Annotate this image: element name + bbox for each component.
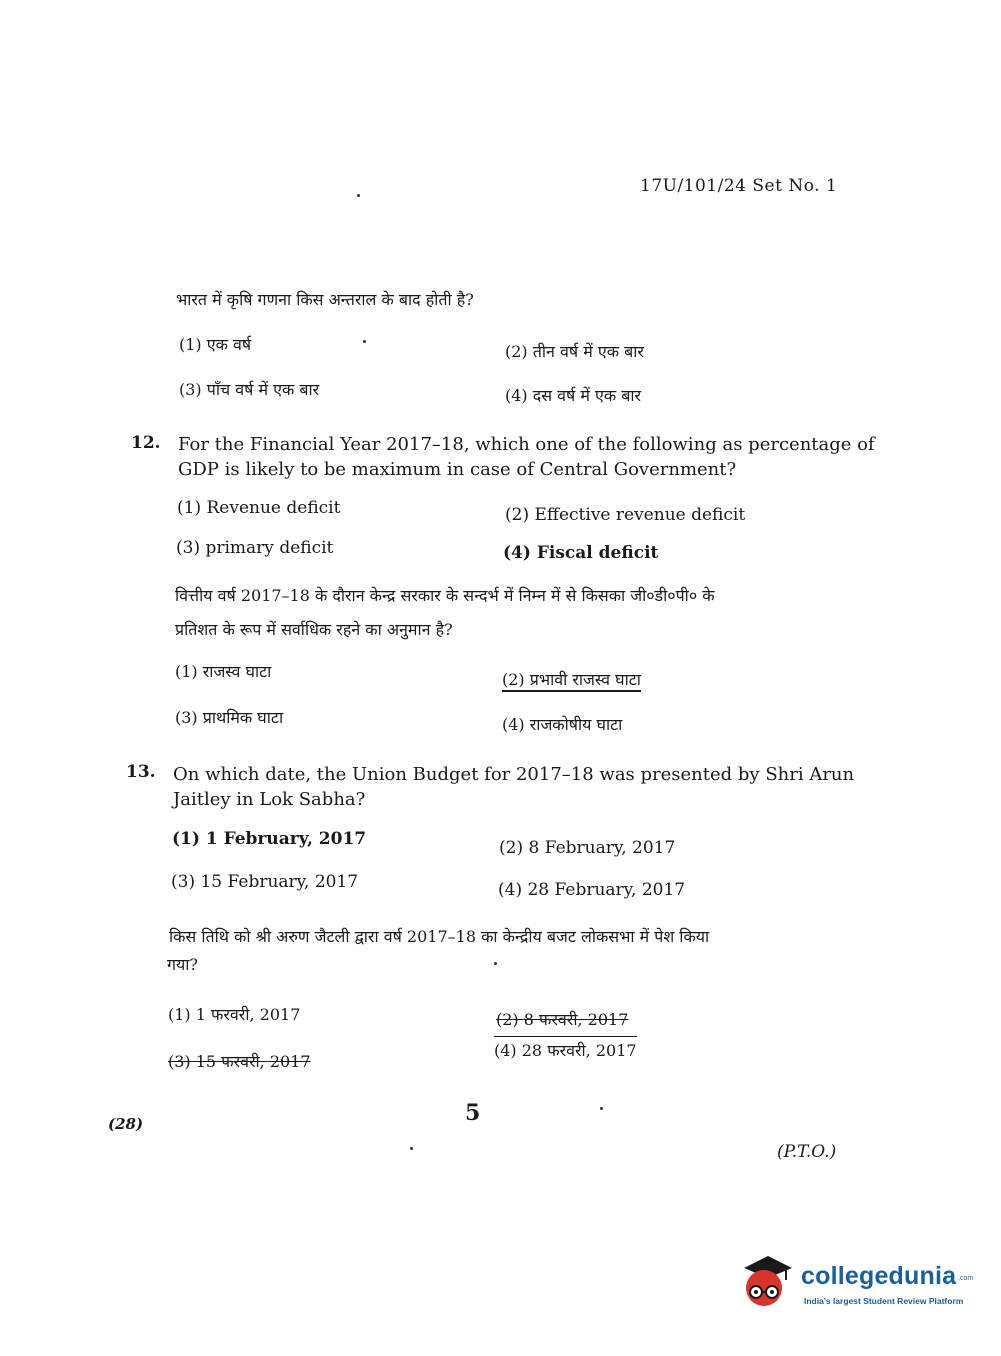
q13-hindi-option-1: (1) 1 फरवरी, 2017 bbox=[168, 1005, 301, 1024]
q11-hindi-option-4: (4) दस वर्ष में एक बार bbox=[505, 386, 642, 405]
q11-hindi-option-3: (3) पाँच वर्ष में एक बार bbox=[179, 380, 320, 399]
q12-option-2: (2) Effective revenue deficit bbox=[505, 505, 746, 525]
q11-hindi-question: भारत में कृषि गणना किस अन्तराल के बाद होती है? bbox=[176, 290, 474, 309]
q11-hindi-option-1: (1) एक वर्ष bbox=[179, 335, 252, 354]
speck bbox=[410, 1147, 413, 1150]
q12-hindi-option-3: (3) प्राथमिक घाटा bbox=[175, 708, 284, 727]
q13-question-line2: Jaitley in Lok Sabha? bbox=[173, 789, 366, 810]
q12-option-1: (1) Revenue deficit bbox=[177, 498, 341, 518]
q13-question-line1: On which date, the Union Budget for 2017–18 was presented by Shri Arun bbox=[173, 764, 855, 785]
speck bbox=[363, 340, 366, 343]
q12-hindi-option-1: (1) राजस्व घाटा bbox=[175, 662, 272, 681]
q13-hindi-question-line1: किस तिथि को श्री अरुण जैटली द्वारा वर्ष 2017–18 का केन्द्रीय बजट लोकसभा में पेश किया bbox=[169, 927, 710, 946]
q12-hindi-question-line1: वित्तीय वर्ष 2017–18 के दौरान केन्द्र सरकार के सन्दर्भ में निम्न में से किसका जी०डी०पी० के bbox=[175, 586, 715, 605]
logo-suffix: .com bbox=[958, 1275, 974, 1282]
q13-option-3: (3) 15 February, 2017 bbox=[171, 872, 359, 892]
q11-hindi-option-2: (2) तीन वर्ष में एक बार bbox=[505, 342, 644, 361]
q12-question-line1: For the Financial Year 2017–18, which one of the following as percentage of bbox=[178, 434, 875, 455]
q13-hindi-question-line2: गया? bbox=[167, 955, 199, 974]
paper-code: (28) bbox=[108, 1115, 144, 1133]
q12-option-4: (4) Fiscal deficit bbox=[503, 543, 659, 563]
speck bbox=[494, 962, 497, 965]
set-number: 17U/101/24 Set No. 1 bbox=[640, 176, 838, 196]
q13-option-2: (2) 8 February, 2017 bbox=[499, 838, 676, 858]
speck bbox=[600, 1107, 603, 1110]
q13-option-4: (4) 28 February, 2017 bbox=[498, 880, 686, 900]
q13-number: 13. bbox=[126, 762, 156, 782]
q12-question-line2: GDP is likely to be maximum in case of Central Government? bbox=[178, 459, 737, 480]
page-number: 5 bbox=[465, 1100, 481, 1126]
q13-hindi-option-3: (3) 15 फरवरी, 2017 bbox=[168, 1052, 311, 1071]
q13-hindi-option-4: (4) 28 फरवरी, 2017 bbox=[494, 1036, 637, 1061]
logo-wordmark: collegedunia bbox=[801, 1262, 957, 1290]
q12-hindi-question-line2: प्रतिशत के रूप में सर्वाधिक रहने का अनुमान है? bbox=[175, 620, 453, 639]
speck bbox=[357, 194, 360, 197]
q12-number: 12. bbox=[131, 433, 161, 453]
q12-hindi-option-2: (2) प्रभावी राजस्व घाटा bbox=[502, 668, 641, 692]
q13-hindi-option-2: (2) 8 फरवरी, 2017 bbox=[496, 1010, 629, 1029]
q13-option-1: (1) 1 February, 2017 bbox=[172, 829, 367, 849]
q12-hindi-option-4: (4) राजकोषीय घाटा bbox=[502, 715, 623, 734]
please-turn-over: (P.T.O.) bbox=[777, 1142, 837, 1162]
q12-option-3: (3) primary deficit bbox=[176, 538, 334, 558]
logo-tagline: India's largest Student Review Platform bbox=[804, 1296, 964, 1306]
